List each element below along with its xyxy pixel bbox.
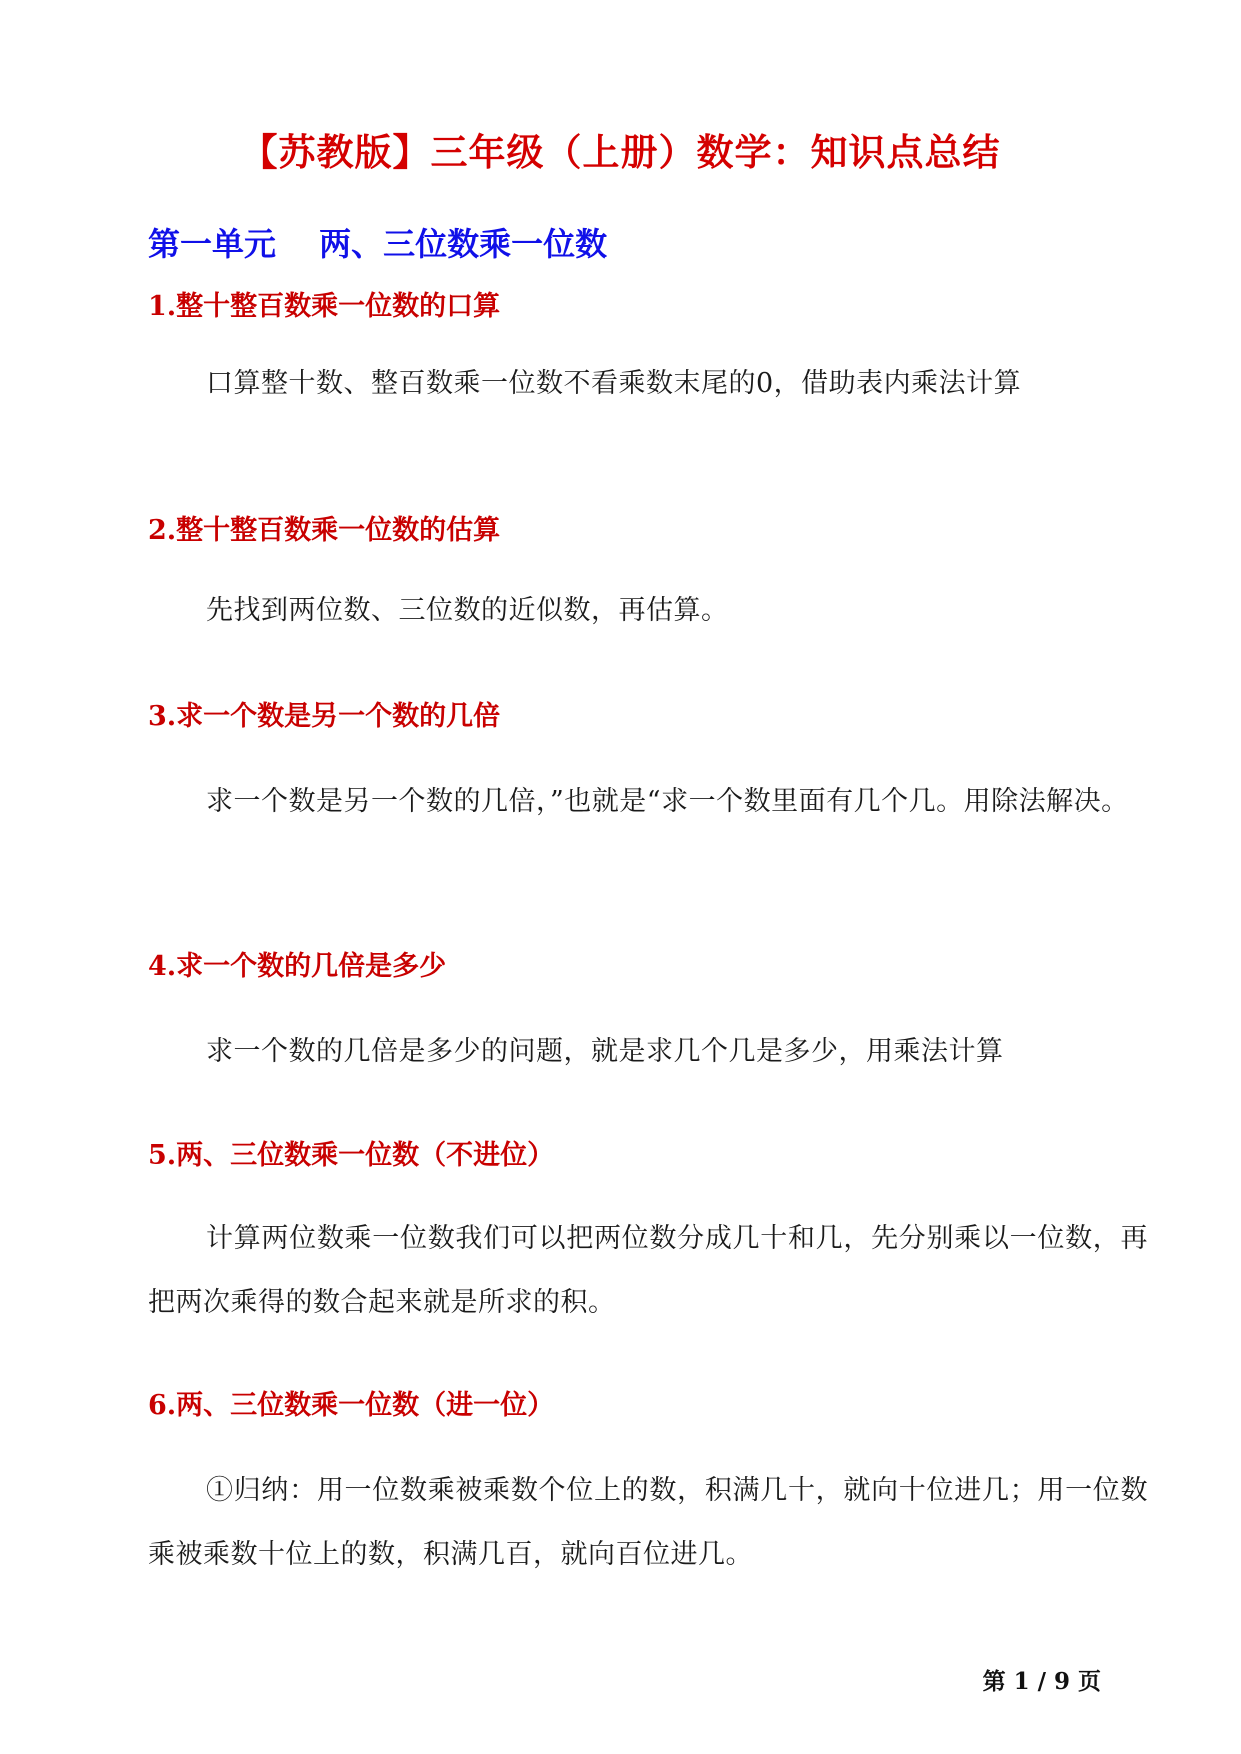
unit-heading: 第一单元 两、三位数乘一位数 bbox=[148, 225, 608, 263]
section-heading-3: 3.求一个数是另一个数的几倍 bbox=[148, 701, 501, 732]
section-heading-2: 2.整十整百数乘一位数的估算 bbox=[148, 515, 501, 546]
section-paragraph-6: ①归纳：用一位数乘被乘数个位上的数，积满几十，就向十位进几；用一位数乘被乘数十位上的数，积满几百，就向百位进几。 bbox=[148, 1475, 1148, 1570]
document-title: 【苏教版】三年级（上册）数学：知识点总结 bbox=[240, 130, 1001, 174]
section-heading-1: 1.整十整百数乘一位数的口算 bbox=[148, 291, 501, 322]
section-paragraph-1: 口算整十数、整百数乘一位数不看乘数末尾的0，借助表内乘法计算 bbox=[206, 368, 1022, 399]
section-paragraph-3: 求一个数是另一个数的几倍，”也就是“求一个数里面有几个几。用除法解决。 bbox=[206, 786, 1129, 817]
section-heading-5: 5.两、三位数乘一位数（不进位） bbox=[148, 1140, 555, 1171]
section-paragraph-5: 计算两位数乘一位数我们可以把两位数分成几十和几，先分别乘以一位数，再把两次乘得的数合起来就是所求的积。 bbox=[148, 1223, 1148, 1318]
section-heading-6: 6.两、三位数乘一位数（进一位） bbox=[148, 1390, 555, 1421]
section-paragraph-2: 先找到两位数、三位数的近似数，再估算。 bbox=[206, 595, 729, 626]
section-paragraph-4: 求一个数的几倍是多少的问题，就是求几个几是多少，用乘法计算 bbox=[206, 1036, 1004, 1067]
page-number: 第 1 / 9 页 bbox=[982, 1668, 1101, 1695]
section-heading-4: 4.求一个数的几倍是多少 bbox=[148, 951, 447, 982]
